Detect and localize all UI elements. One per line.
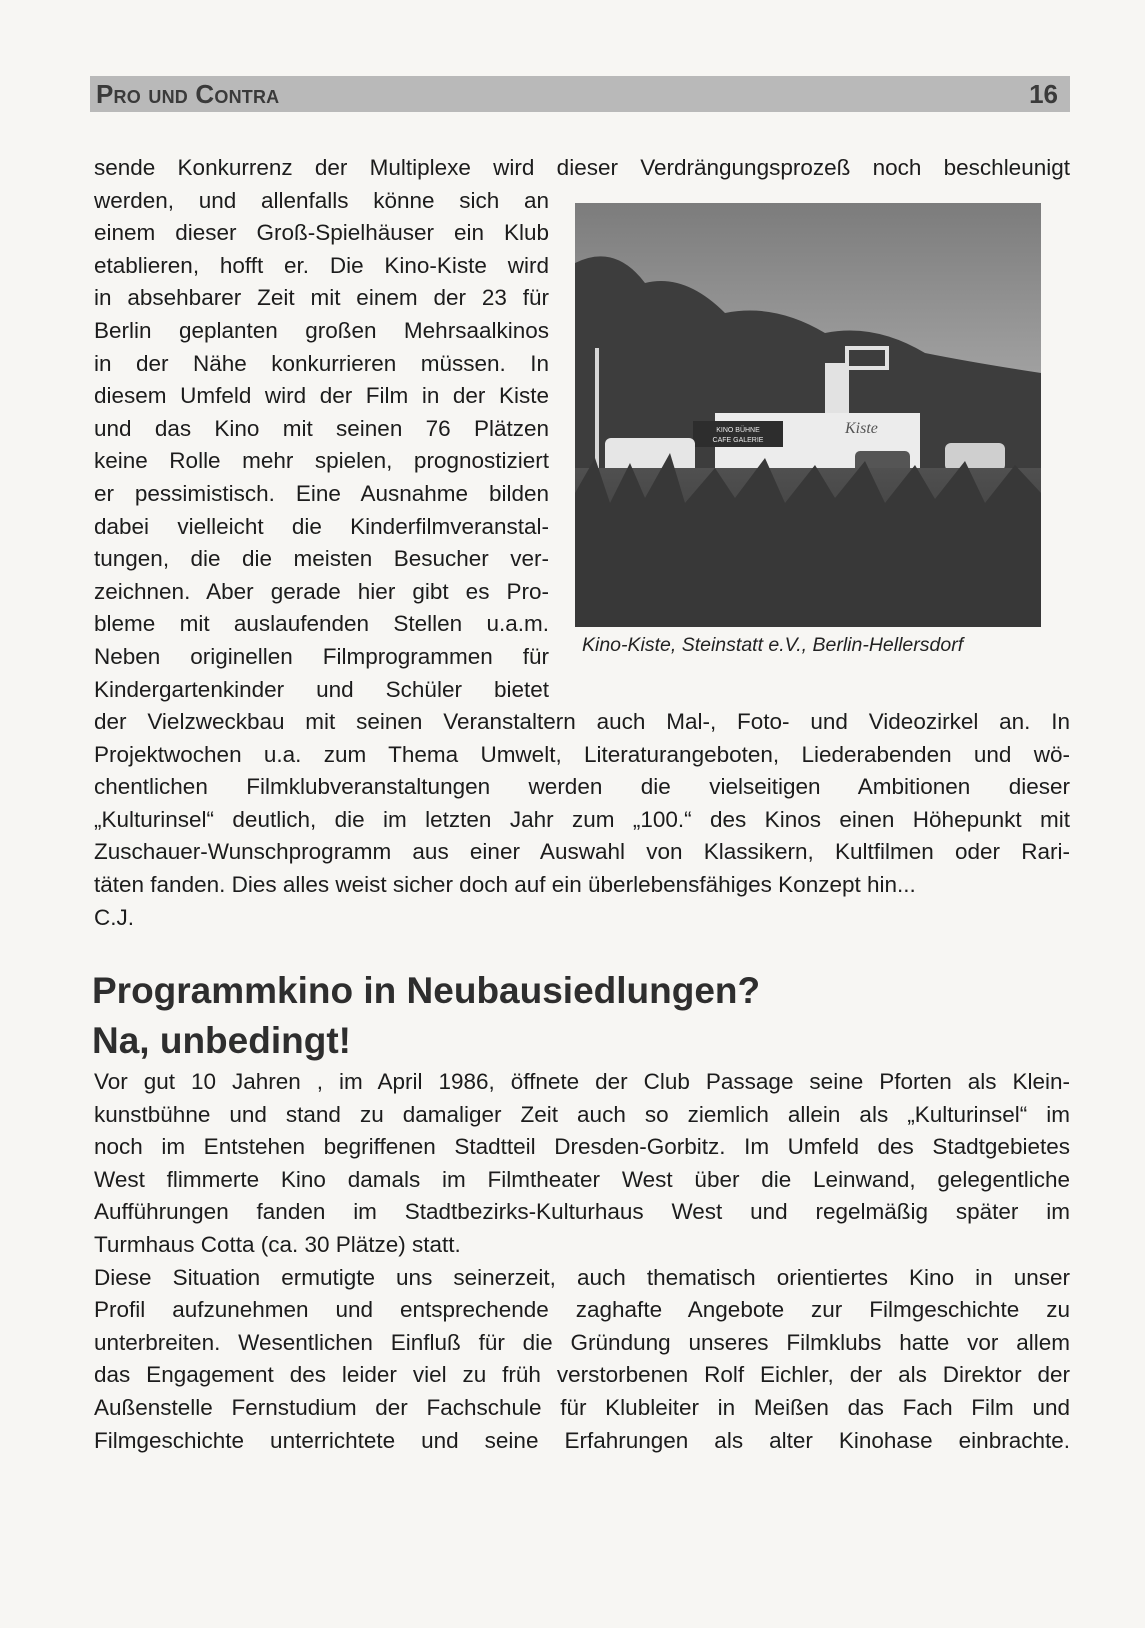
author-initials: C.J. xyxy=(94,904,135,930)
text-line: in absehbarer Zeit mit einem der 23 für xyxy=(94,285,549,311)
text-line: kunstbühne und stand zu damaliger Zeit auch so ziemlich allein als „Kulturinsel“ im xyxy=(94,1101,1070,1127)
text-line: Aufführungen fanden im Stadtbezirks-Kulturhaus West und regelmäßig später im xyxy=(94,1199,1070,1225)
text-line: Berlin geplanten großen Mehrsaalkinos xyxy=(94,317,549,343)
text-line: werden, und allenfalls könne sich an xyxy=(94,187,549,213)
text-line: unterbreiten. Wesentlichen Einfluß für die Gründung unseres Filmklubs hatte vor allem xyxy=(94,1329,1070,1355)
page-number: 16 xyxy=(1029,78,1058,109)
text-line: Neben originellen Filmprogrammen für xyxy=(94,643,549,669)
text-line: Vor gut 10 Jahren , im April 1986, öffnete der Club Passage seine Pforten als Klein- xyxy=(94,1069,1070,1094)
text-line: Filmgeschichte unterrichtete und seine Erfahrungen als alter Kinohase einbrachte. xyxy=(94,1427,1070,1453)
text-line: Kindergartenkinder und Schüler bietet xyxy=(94,676,549,702)
text-line: West flimmerte Kino damals im Filmtheater West über die Leinwand, gelegentliche xyxy=(94,1166,1070,1192)
text-line: das Engagement des leider viel zu früh verstorbenen Rolf Eichler, der als Direktor der xyxy=(94,1362,1070,1388)
text-line: „Kulturinsel“ deutlich, die im letzten Jahr zum „100.“ des Kinos einen Höhepunkt mit xyxy=(94,806,1070,832)
text-line: Außenstelle Fernstudium der Fachschule für Klubleiter in Meißen das Fach Film und xyxy=(94,1394,1070,1420)
text-line: Zuschauer-Wunschprogramm aus einer Auswahl von Klassikern, Kultfilmen oder Rari- xyxy=(94,839,1070,865)
text-line: bleme mit auslaufenden Stellen u.a.m. xyxy=(94,611,549,637)
text-line: der Vielzweckbau mit seinen Veranstaltern auch Mal-, Foto- und Videozirkel an. In xyxy=(94,709,1070,735)
sign-text-1: KINO BÜHNE xyxy=(716,427,760,434)
text-line: Turmhaus Cotta (ca. 30 Plätze) statt. xyxy=(94,1231,461,1257)
kiste-logo: Kiste xyxy=(845,420,878,437)
heading-line-2: Na, unbedingt! xyxy=(92,1020,351,1061)
heading-line-1: Programmkino in Neubausiedlungen? xyxy=(92,970,761,1011)
running-header xyxy=(90,76,1070,112)
article-programmkino xyxy=(94,1066,1070,1457)
kino-kiste-photo xyxy=(575,203,1041,627)
text-line: dabei vielleicht die Kinderfilmveranstal- xyxy=(94,513,549,539)
text-line: Projektwochen u.a. zum Thema Umwelt, Literaturangeboten, Liederabenden und wö- xyxy=(94,741,1070,767)
sign-text-2: CAFE GALERIE xyxy=(712,437,764,444)
text-line: täten fanden. Dies alles weist sicher doch auf ein überlebensfähiges Konzept hin... xyxy=(94,872,916,898)
text-line: sende Konkurrenz der Multiplexe wird dieser Verdrängungsprozeß noch beschleunigt xyxy=(94,155,1070,180)
section-title: Pro und Contra xyxy=(96,78,280,109)
text-line: Profil aufzunehmen und entsprechende zaghafte Angebote zur Filmgeschichte zu xyxy=(94,1297,1070,1323)
text-line: zeichnen. Aber gerade hier gibt es Pro- xyxy=(94,578,549,604)
text-line: Diese Situation ermutigte uns seinerzeit, auch thematisch orientiertes Kino in unser xyxy=(94,1264,1070,1290)
text-line: etablieren, hofft er. Die Kino-Kiste wird xyxy=(94,252,549,278)
text-line: und das Kino mit seinen 76 Plätzen xyxy=(94,415,549,441)
light-pole xyxy=(595,348,599,478)
text-line: tungen, die die meisten Besucher ver- xyxy=(94,546,549,572)
article-heading xyxy=(92,966,1072,1066)
text-line: noch im Entstehen begriffenen Stadtteil Dresden-Gorbitz. Im Umfeld des Stadtgebietes xyxy=(94,1134,1070,1160)
parked-car xyxy=(945,443,1005,471)
text-line: diesem Umfeld wird der Film in der Kiste xyxy=(94,383,549,409)
text-line: er pessimistisch. Eine Ausnahme bilden xyxy=(94,480,549,506)
text-line: in der Nähe konkurrieren müssen. In xyxy=(94,350,549,376)
photo-caption: Kino-Kiste, Steinstatt e.V., Berlin-Hellersdorf xyxy=(582,634,964,656)
text-line: chentlichen Filmklubveranstaltungen werden die vielseitigen Ambitionen dieser xyxy=(94,774,1070,800)
text-line: einem dieser Groß-Spielhäuser ein Klub xyxy=(94,220,549,246)
tower xyxy=(825,363,849,419)
photo-illustration xyxy=(575,203,1041,627)
text-line: keine Rolle mehr spielen, prognostiziert xyxy=(94,448,549,474)
